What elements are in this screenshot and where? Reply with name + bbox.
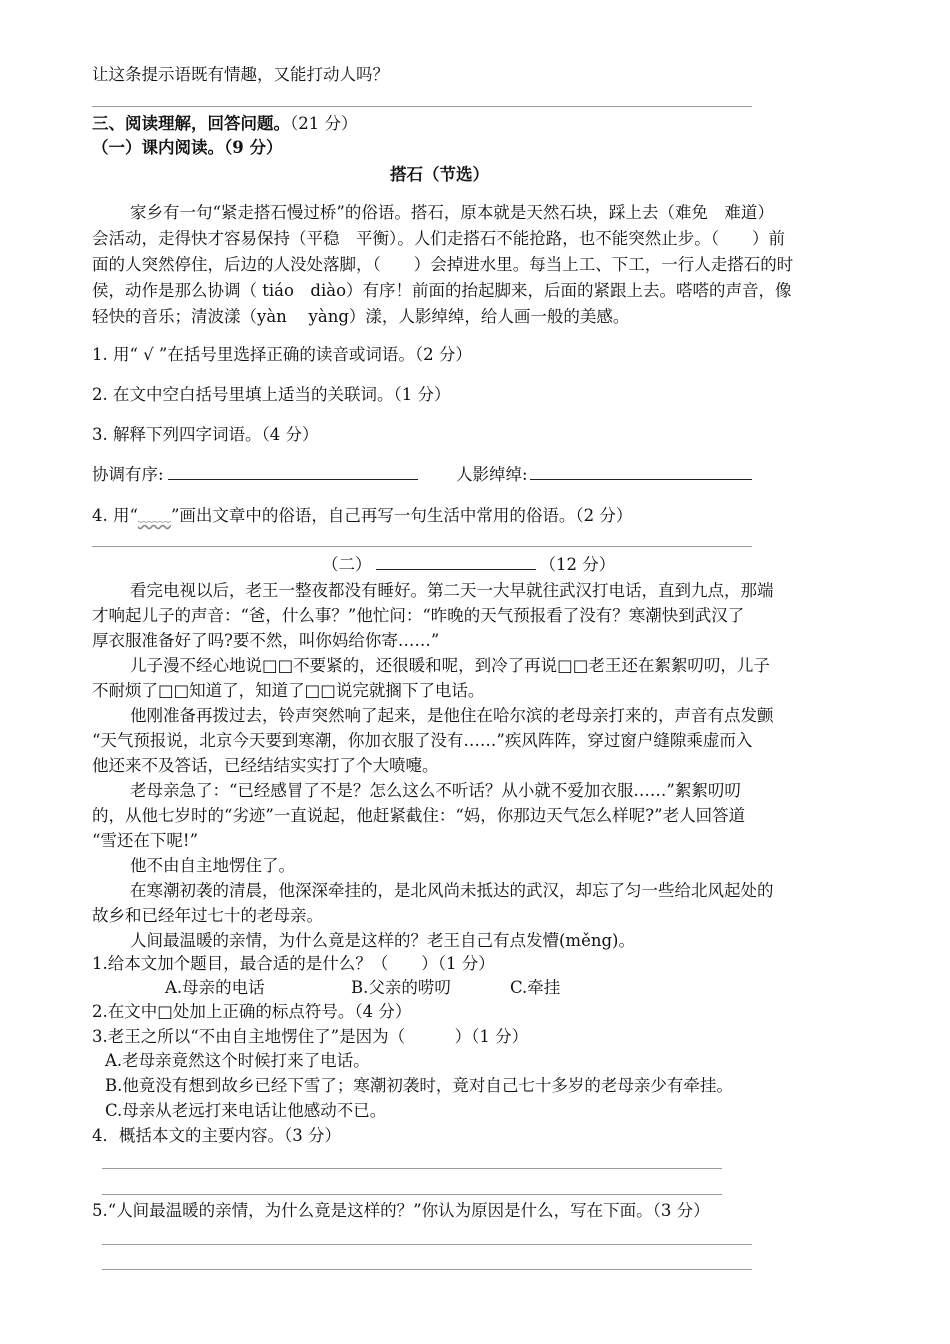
top-question-line: 让这条提示语既有情趣，又能打动人吗？ (92, 65, 389, 84)
passage2-line: 在寒潮初袭的清晨，他深深牵挂的，是北风尚未抵达的武汉，却忘了匀一些给北风起处的 (130, 881, 774, 900)
part2-question-5: 5.“人间最温暖的亲情，为什么竟是这样的？”你认为原因是什么，写在下面。（3 分） (92, 1201, 710, 1220)
passage2-line: 他不由自主地愣住了。 (130, 856, 295, 875)
passage2-line: 看完电视以后，老王一整夜都没有睡好。第二天一大早就往武汉打电话，直到九点，那端 (130, 581, 774, 600)
part1-question-4 (92, 505, 632, 527)
answer-line[interactable] (102, 1194, 722, 1195)
passage2-line: 老母亲急了：“已经感冒了不是？怎么这么不听话？从小就不爱加衣服……”絮絮叨叨 (130, 781, 741, 800)
passage2-line: 的，从他七岁时的“劣迹”一直说起，他赶紧截住：“妈，你那边天气怎么样呢?”老人回答道 (92, 806, 746, 825)
answer-line[interactable] (102, 1244, 752, 1245)
section3-score: （21 分） (290, 114, 358, 133)
passage2-line: 他刚准备再拨过去，铃声突然响了起来，是他住在哈尔滨的老母亲打来的，声音有点发颤 (130, 706, 774, 725)
passage2-line: 厚衣服准备好了吗?要不然，叫你妈给你寄……” (92, 631, 440, 650)
part2-heading (322, 554, 615, 576)
passage2-line: 人间最温暖的亲情，为什么竟是这样的？老王自己有点发懵(měng)。 (130, 931, 635, 950)
part2-title-blank[interactable] (376, 555, 536, 570)
part2-question-4: 4．概括本文的主要内容。（3 分） (92, 1126, 341, 1145)
part2-question-3: 3.老王之所以“不由自主地愣住了”是因为（ ）（1 分） (92, 1027, 529, 1046)
part1-question-3: 3. 解释下列四字词语。（4 分） (92, 425, 319, 444)
answer-line[interactable] (92, 106, 752, 107)
part1-title: （一）课内阅读。（9 分） (92, 138, 283, 157)
passage1-line: 会活动，走得快才容易保持（平稳 平衡）。人们走搭石不能抢路，也不能突然止步。（ ）前 (92, 229, 785, 248)
section3-title (92, 113, 358, 135)
passage2-line: 故乡和已经年过七十的老母亲。 (92, 906, 323, 925)
term-1-label: 协调有序: (92, 465, 164, 484)
q4-post: ”画出文章中的俗语，自己再写一句生活中常用的俗语。（2 分） (170, 506, 633, 525)
q1-option-b: B.父亲的唠叨 (351, 978, 451, 997)
q3-option-a: A.老母亲竟然这个时候打来了电话。 (105, 1051, 370, 1070)
passage1-line: 侯，动作是那么协调（ tiáo diào）有序！前面的抬起脚来，后面的紧跟上去。嗒嗒的声音，像 (92, 281, 792, 300)
part1-question-1: 1. 用“ √ ”在括号里选择正确的读音或词语。（2 分） (92, 345, 472, 364)
passage2-line: “天气预报说，北京今天要到寒潮，你加衣服了没有……”疾风阵阵，穿过窗户缝隙乘虚而入 (92, 731, 753, 750)
passage-title: 搭石（节选） (390, 165, 489, 184)
passage2-line: 不耐烦了□□知道了，知道了□□说完就搁下了电话。 (92, 681, 485, 700)
part2-question-2: 2.在文中□处加上正确的标点符号。（4 分） (92, 1002, 412, 1021)
q1-option-c: C.牵挂 (510, 978, 561, 997)
passage2-line: 才响起儿子的声音：“爸，什么事？”他忙问：“昨晚的天气预报看了没有？寒潮快到武汉了 (92, 606, 745, 625)
term-2-label: 人影绰绰: (456, 465, 528, 484)
q3-option-c: C.母亲从老远打来电话让他感动不已。 (105, 1101, 387, 1120)
q3-option-b: B.他竟没有想到故乡已经下雪了；寒潮初袭时，竟对自己七十多岁的老母亲少有牵挂。 (105, 1076, 733, 1095)
passage1-line: 家乡有一句“紧走搭石慢过桥”的俗语。搭石，原本就是天然石块，踩上去（难免 难道） (130, 203, 774, 222)
passage2-line: 儿子漫不经心地说□□不要紧的，还很暖和呢，到冷了再说□□老王还在絮絮叨叨，儿子 (130, 656, 770, 675)
term-row (456, 464, 752, 486)
answer-line[interactable] (92, 546, 752, 547)
answer-line[interactable] (102, 1168, 722, 1169)
passage1-line: 面的人突然停住，后边的人没处落脚，（ ）会掉进水里。每当上工、下工，一行人走搭石的时 (92, 255, 794, 274)
term-2-blank[interactable] (530, 465, 752, 480)
passage2-line: “雪还在下呢!” (92, 831, 199, 850)
part1-question-2: 2. 在文中空白括号里填上适当的关联词。（1 分） (92, 385, 451, 404)
q4-pre: 4. 用“ (92, 506, 138, 525)
answer-line[interactable] (102, 1269, 752, 1270)
part2-heading-pre: （二） (322, 555, 372, 574)
passage1-line: 轻快的音乐；清波漾（yàn yàng）漾，人影绰绰，给人画一般的美感。 (92, 307, 630, 326)
part2-heading-score: （12 分） (539, 555, 616, 574)
passage2-line: 他还来不及答话，已经结结实实打了个大喷嚏。 (92, 756, 439, 775)
part2-question-1: 1.给本文加个题目，最合适的是什么？（ ）（1 分） (92, 954, 495, 973)
q1-option-a: A.母亲的电话 (165, 978, 265, 997)
term-1-blank[interactable] (168, 465, 418, 480)
wavy-line-mark: ﹏﹏ (137, 506, 171, 525)
term-row (92, 464, 418, 486)
section3-title-text: 三、阅读理解，回答问题。 (92, 114, 290, 133)
